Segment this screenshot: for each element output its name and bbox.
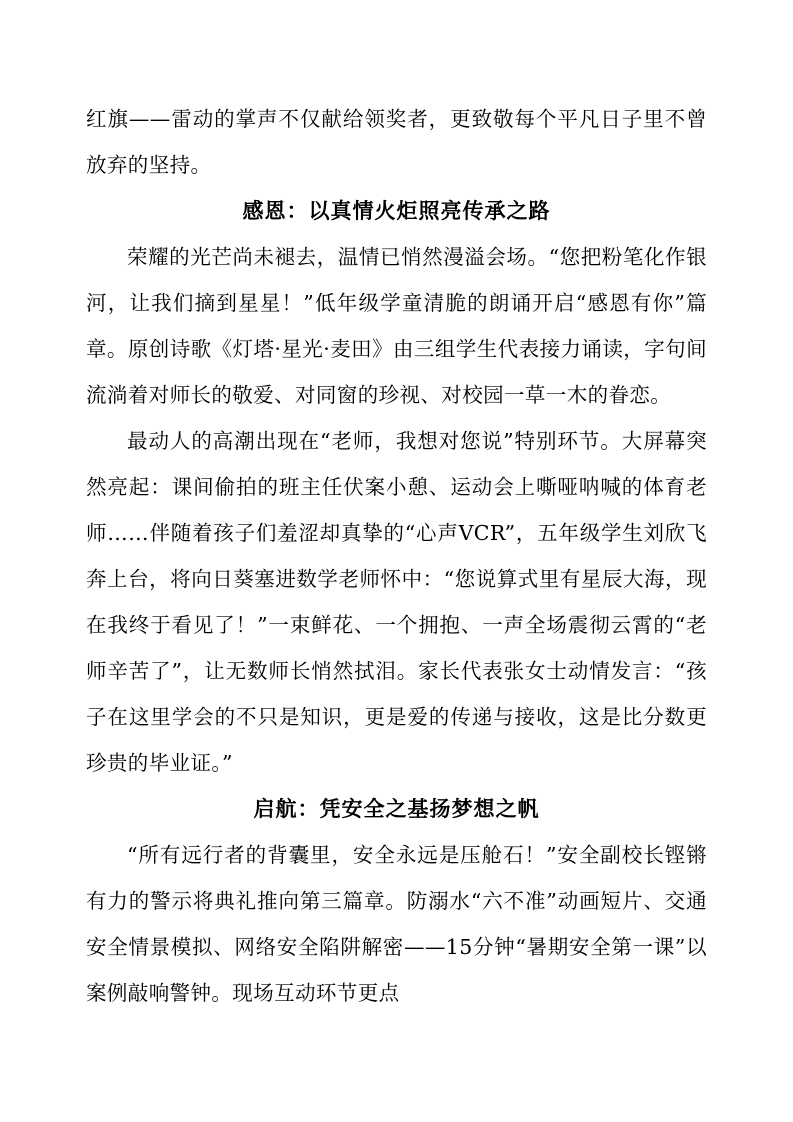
section-heading: 启航：凭安全之基扬梦想之帆 bbox=[253, 796, 540, 821]
paragraph: “所有远行者的背囊里，安全永远是压舱石！”安全副校长铿锵有力的警示将典礼推向第三篇章。防溺水“六不准”动画短片、交通安全情景模拟、网络安全陷阱解密——15分钟“暑期安全第一课”以案例敲响警钟。现场互动环节更点 bbox=[86, 843, 707, 1005]
section-heading: 感恩：以真情火炬照亮传承之路 bbox=[242, 198, 551, 223]
document-body bbox=[86, 96, 707, 1016]
paragraph: 最动人的高潮出现在“老师，我想对您说”特别环节。大屏幕突然亮起：课间偷拍的班主任伏案小憩、运动会上嘶哑呐喊的体育老师……伴随着孩子们羞涩却真挚的“心声VCR”，五年级学生刘欣飞奔上台，将向日葵塞进数学老师怀中：“您说算式里有星辰大海，现在我终于看见了！”一束鲜花、一个拥抱、一声全场震彻云霄的“老师辛苦了”，让无数师长悄然拭泪。家长代表张女士动情发言：“孩子在这里学会的不只是知识，更是爱的传递与接收，这是比分数更珍贵的毕业证。” bbox=[86, 429, 707, 775]
paragraph: 荣耀的光芒尚未褪去，温情已悄然漫溢会场。“您把粉笔化作银河，让我们摘到星星！”低年级学童清脆的朗诵开启“感恩有你”篇章。原创诗歌《灯塔·星光·麦田》由三组学生代表接力诵读，字句间流淌着对师长的敬爱、对同窗的珍视、对校园一草一木的眷恋。 bbox=[86, 245, 707, 407]
paragraph: 红旗——雷动的掌声不仅献给领奖者，更致敬每个平凡日子里不曾放弃的坚持。 bbox=[86, 107, 707, 177]
